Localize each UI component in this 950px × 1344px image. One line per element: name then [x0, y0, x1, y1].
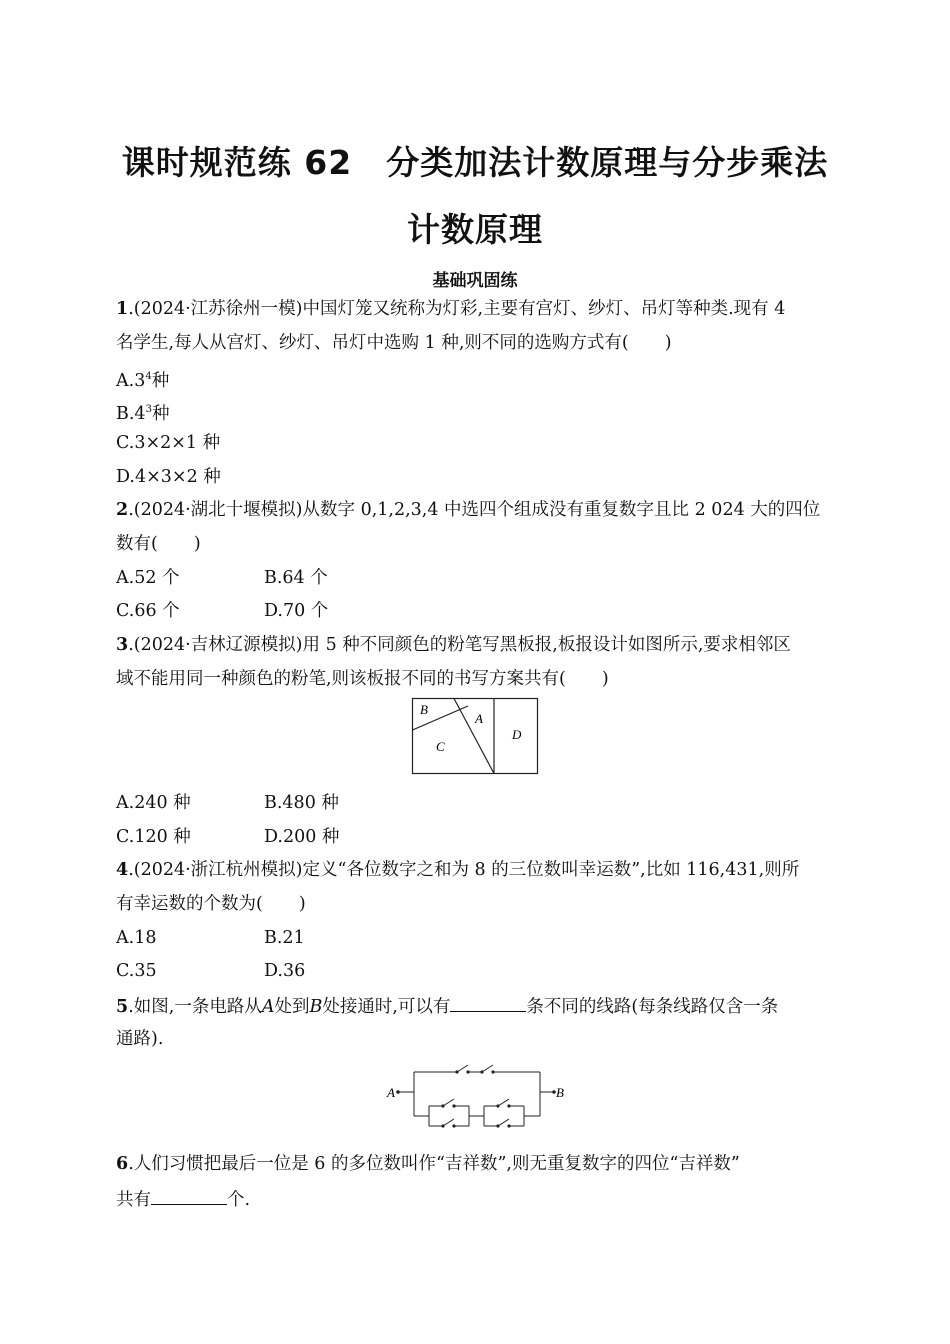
q5-line1: 5.如图,一条电路从A处到B处接通时,可以有 条不同的线路(每条线路仅含一条: [116, 993, 778, 1019]
q2-option-a: A.52 个: [116, 568, 180, 588]
switch-b1-upper: [443, 1099, 454, 1106]
q3-option-b: B.480 种: [264, 793, 339, 813]
switch-b2-upper: [498, 1099, 509, 1106]
q5-number: 5: [116, 997, 129, 1017]
q3-board-figure: [410, 696, 540, 776]
q3-option-c: C.120 种: [116, 827, 191, 847]
q1-text1: .(2024·江苏徐州一模)中国灯笼又统称为灯彩,主要有宫灯、纱灯、吊灯等种类.现有 4: [128, 299, 786, 319]
q2-text1: .(2024·湖北十堰模拟)从数字 0,1,2,3,4 中选四个组成没有重复数字且比 2 024 大的四位: [128, 500, 821, 520]
q6-line2: 共有 个.: [116, 1186, 250, 1212]
q2-line2: [116, 532, 201, 556]
q6-number: 6: [116, 1154, 129, 1174]
q5-point-a: A: [261, 997, 275, 1017]
q3-text2: 域不能用同一种颜色的粉笔,则该板报不同的书写方案共有(: [116, 669, 566, 689]
switch-b2-lower: [498, 1119, 509, 1126]
q4-option-c: C.35: [116, 961, 157, 981]
q4-line1: [116, 858, 799, 882]
q3-paren-close: ): [601, 669, 609, 689]
q2-line1: [116, 498, 820, 522]
q2-paren-close: ): [193, 534, 201, 554]
q2-option-d: D.70 个: [264, 601, 329, 621]
q1-option-a: $A.3^4$种: [116, 371, 170, 391]
region-label-a: A: [475, 711, 483, 726]
q2-number: 2: [116, 500, 129, 520]
switch-top-2: [482, 1065, 493, 1072]
q3-line2: [116, 667, 609, 691]
q3-option-a: A.240 种: [116, 793, 191, 813]
page-title-line2: 计数原理: [407, 210, 543, 249]
q1-line1: [116, 297, 785, 321]
region-a-boundary: [454, 699, 494, 774]
q5-line2: 通路).: [116, 1029, 164, 1049]
q1-line2: [116, 331, 672, 355]
region-label-d: D: [512, 727, 522, 742]
q3-text1: .(2024·吉林辽源模拟)用 5 种不同颜色的粉笔写黑板报,板报设计如图所示,要求相邻区: [128, 635, 791, 655]
q1-text2: 名学生,每人从宫灯、纱灯、吊灯中选购 1 种,则不同的选购方式有(: [116, 333, 629, 353]
q2-option-c: C.66 个: [116, 601, 180, 621]
q2-text2: 数有(: [116, 534, 158, 554]
q5-answer-blank[interactable]: [450, 993, 526, 1012]
q1-option-c: C.3×2×1 种: [116, 433, 221, 453]
q5-circuit-figure: [384, 1054, 570, 1136]
section-heading: 基础巩固练: [432, 271, 518, 291]
q1-number: 1: [116, 299, 129, 319]
page-title-line1: 课时规范练 62 分类加法计数原理与分步乘法: [121, 143, 829, 182]
q6-text1: .人们习惯把最后一位是 6 的多位数叫作“吉祥数”,则无重复数字的四位“吉祥数”: [128, 1154, 740, 1174]
q2-option-b: B.64 个: [264, 568, 328, 588]
q5-point-b: B: [309, 997, 323, 1017]
q4-paren-close: ): [298, 894, 306, 914]
q4-text2: 有幸运数的个数为(: [116, 894, 263, 914]
q1-paren-close: ): [664, 333, 672, 353]
q4-option-a: A.18: [116, 928, 157, 948]
q6-line1: [116, 1152, 740, 1176]
circuit-label-b: B: [556, 1085, 564, 1100]
switch-b1-lower: [443, 1119, 454, 1126]
q3-option-d: D.200 种: [264, 827, 340, 847]
q4-option-b: B.21: [264, 928, 305, 948]
q4-line2: [116, 892, 306, 916]
circuit-label-a: A: [387, 1085, 395, 1100]
region-label-b: B: [420, 702, 428, 717]
q1-option-b: $B.4^3$种: [116, 404, 170, 424]
q3-number: 3: [116, 635, 129, 655]
region-label-c: C: [436, 739, 445, 754]
q4-number: 4: [116, 860, 129, 880]
q3-line1: [116, 633, 791, 657]
q4-text1: .(2024·浙江杭州模拟)定义“各位数字之和为 8 的三位数叫幸运数”,比如 116,431,则所: [128, 860, 800, 880]
q1-option-d: D.4×3×2 种: [116, 467, 221, 487]
q6-answer-blank[interactable]: [151, 1186, 227, 1205]
switch-top-1: [457, 1065, 468, 1072]
q4-option-d: D.36: [264, 961, 306, 981]
